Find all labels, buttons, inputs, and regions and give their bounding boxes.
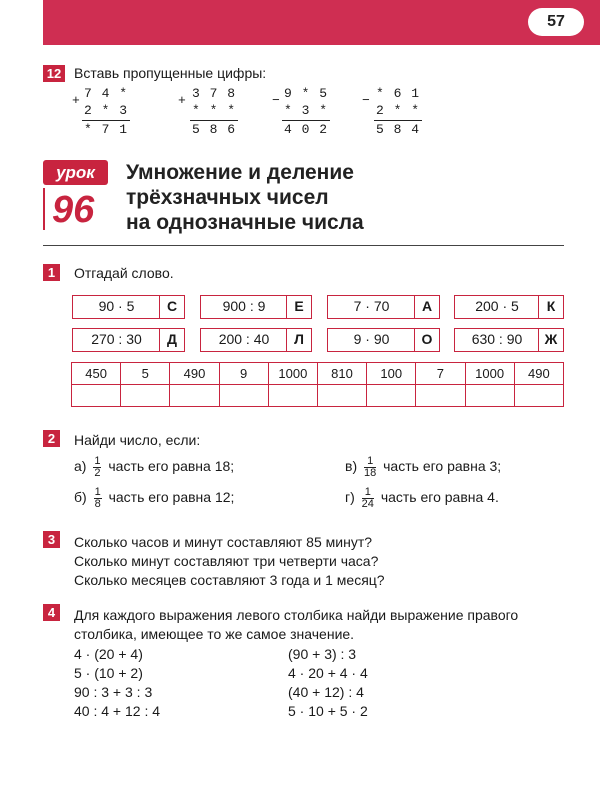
right-expression: 4 · 20 + 4 · 4 (288, 665, 368, 681)
cipher-expression: 9 · 90 (353, 331, 390, 347)
task-2-title: Найди число, если: (74, 432, 201, 448)
cipher-cell (454, 328, 564, 352)
item-label: б) (74, 489, 87, 506)
answer-letters-row (72, 385, 564, 407)
answer-value: 450 (72, 363, 121, 385)
empty-letter-cell[interactable] (317, 385, 366, 407)
operand-top-1: 7 4 * (84, 86, 129, 101)
left-expression: 4 · (20 + 4) (74, 646, 143, 662)
answer-values-row (72, 363, 564, 385)
operand-second-4: 2 * * (376, 103, 421, 118)
task-4-number: 4 (43, 604, 60, 621)
answer-value: 9 (219, 363, 268, 385)
page-number: 57 (528, 8, 584, 36)
task-2-item-g (345, 487, 499, 510)
cipher-cell (454, 295, 564, 319)
cipher-cell (200, 328, 312, 352)
operand-second-1: 2 * 3 (84, 103, 129, 118)
cipher-expression: 200 · 5 (475, 298, 519, 314)
task-2-item-v (345, 456, 501, 479)
left-expression: 90 : 3 + 3 : 3 (74, 684, 153, 700)
page-header-bar (43, 0, 600, 45)
task-4-text (74, 606, 518, 644)
fraction: $\frac{1}{18}$ (364, 455, 377, 479)
right-column-expressions (288, 645, 368, 721)
task-1-number: 1 (43, 264, 60, 281)
column-problem-1 (72, 86, 132, 138)
answer-value: 7 (416, 363, 465, 385)
cipher-expression: 7 · 70 (353, 298, 390, 314)
left-column-expressions (74, 645, 160, 721)
task-12-title: Вставь пропущенные цифры: (74, 65, 267, 81)
lesson-side-line (43, 188, 45, 230)
question-line: Сколько минут составляют три четверти часа? (74, 553, 379, 569)
question-line: Сколько часов и минут составляют 85 минут? (74, 534, 373, 550)
operand-second-3: * 3 * (284, 103, 329, 118)
cipher-cell (72, 295, 185, 319)
result-3: 4 0 2 (284, 122, 329, 137)
lesson-title-line-2: трёхзначных чисел (126, 186, 329, 209)
lesson-title-line-3: на однозначные числа (126, 211, 364, 234)
item-text: часть его равна 12; (108, 489, 235, 506)
answer-value: 490 (514, 363, 563, 385)
sign-4: − (362, 93, 371, 108)
cipher-expression: 90 · 5 (98, 298, 135, 314)
fraction: $\frac{1}{24}$ (361, 486, 374, 510)
lesson-label: урок (43, 160, 108, 185)
cipher-expression: 630 : 90 (471, 331, 523, 347)
operand-top-3: 9 * 5 (284, 86, 329, 101)
right-expression: (90 + 3) : 3 (288, 646, 357, 662)
empty-letter-cell[interactable] (367, 385, 416, 407)
empty-letter-cell[interactable] (416, 385, 465, 407)
item-text: часть его равна 3; (383, 458, 502, 475)
answer-value: 490 (170, 363, 219, 385)
task-1-title: Отгадай слово. (74, 265, 174, 281)
task-3-number: 3 (43, 531, 60, 548)
empty-letter-cell[interactable] (121, 385, 170, 407)
empty-letter-cell[interactable] (219, 385, 268, 407)
answer-value: 5 (121, 363, 170, 385)
cipher-letter: Ж (538, 329, 563, 351)
left-expression: 40 : 4 + 12 : 4 (74, 703, 161, 719)
cipher-cell (327, 295, 440, 319)
cipher-expression: 900 : 9 (222, 298, 266, 314)
task-2-item-b (74, 487, 234, 510)
empty-letter-cell[interactable] (170, 385, 219, 407)
cipher-expression: 270 : 30 (91, 331, 142, 347)
item-text: часть его равна 4. (380, 489, 499, 506)
task-2-item-a (74, 456, 234, 479)
cipher-letter: Л (286, 329, 311, 351)
task-4-text-line: столбика, имеющее то же самое значение. (74, 626, 355, 642)
lesson-number: 96 (52, 189, 95, 231)
cipher-letter: О (414, 329, 439, 351)
empty-letter-cell[interactable] (268, 385, 317, 407)
task-12-number: 12 (43, 65, 65, 82)
cipher-letter: Д (159, 329, 184, 351)
left-expression: 5 · (10 + 2) (74, 665, 143, 681)
operand-top-4: * 6 1 (376, 86, 421, 101)
column-problem-2 (178, 86, 238, 138)
fraction: $\frac{1}{2}$ (94, 455, 101, 479)
answer-value: 810 (317, 363, 366, 385)
item-text: часть его равна 18; (108, 458, 235, 475)
lesson-divider (43, 245, 564, 246)
cipher-cell (200, 295, 312, 319)
right-expression: 5 · 10 + 5 · 2 (288, 703, 368, 719)
result-4: 5 8 4 (376, 122, 421, 137)
cipher-expression: 200 : 40 (218, 331, 270, 347)
sign-3: − (272, 93, 281, 108)
question-line: Сколько месяцев составляют 3 года и 1 месяц? (74, 572, 385, 588)
sign-1: + (72, 93, 81, 108)
cipher-cell (327, 328, 440, 352)
column-problem-4 (362, 86, 422, 138)
empty-letter-cell[interactable] (72, 385, 121, 407)
answer-value: 1000 (268, 363, 317, 385)
answer-grid (71, 362, 564, 407)
empty-letter-cell[interactable] (465, 385, 514, 407)
cipher-cell (72, 328, 185, 352)
cipher-letter: С (159, 296, 184, 318)
item-label: г) (345, 489, 355, 506)
operand-second-2: * * * (192, 103, 237, 118)
result-2: 5 8 6 (192, 122, 237, 137)
task-2-number: 2 (43, 430, 60, 447)
lesson-title-line-1: Умножение и деление (126, 161, 354, 184)
operand-top-2: 3 7 8 (192, 86, 237, 101)
sign-2: + (178, 93, 187, 108)
result-1: * 7 1 (84, 122, 129, 137)
task-3-questions (74, 533, 385, 590)
empty-letter-cell[interactable] (514, 385, 563, 407)
answer-value: 100 (367, 363, 416, 385)
fraction: $\frac{1}{8}$ (94, 486, 101, 510)
cipher-letter: К (538, 296, 563, 318)
cipher-letter: Е (286, 296, 311, 318)
item-label: а) (74, 458, 87, 475)
item-label: в) (345, 458, 358, 475)
column-problem-3 (272, 86, 332, 138)
cipher-letter: А (414, 296, 439, 318)
answer-value: 1000 (465, 363, 514, 385)
task-4-text-line: Для каждого выражения левого столбика найди выражение правого (74, 607, 519, 623)
lesson-title (126, 160, 364, 235)
right-expression: (40 + 12) : 4 (288, 684, 364, 700)
